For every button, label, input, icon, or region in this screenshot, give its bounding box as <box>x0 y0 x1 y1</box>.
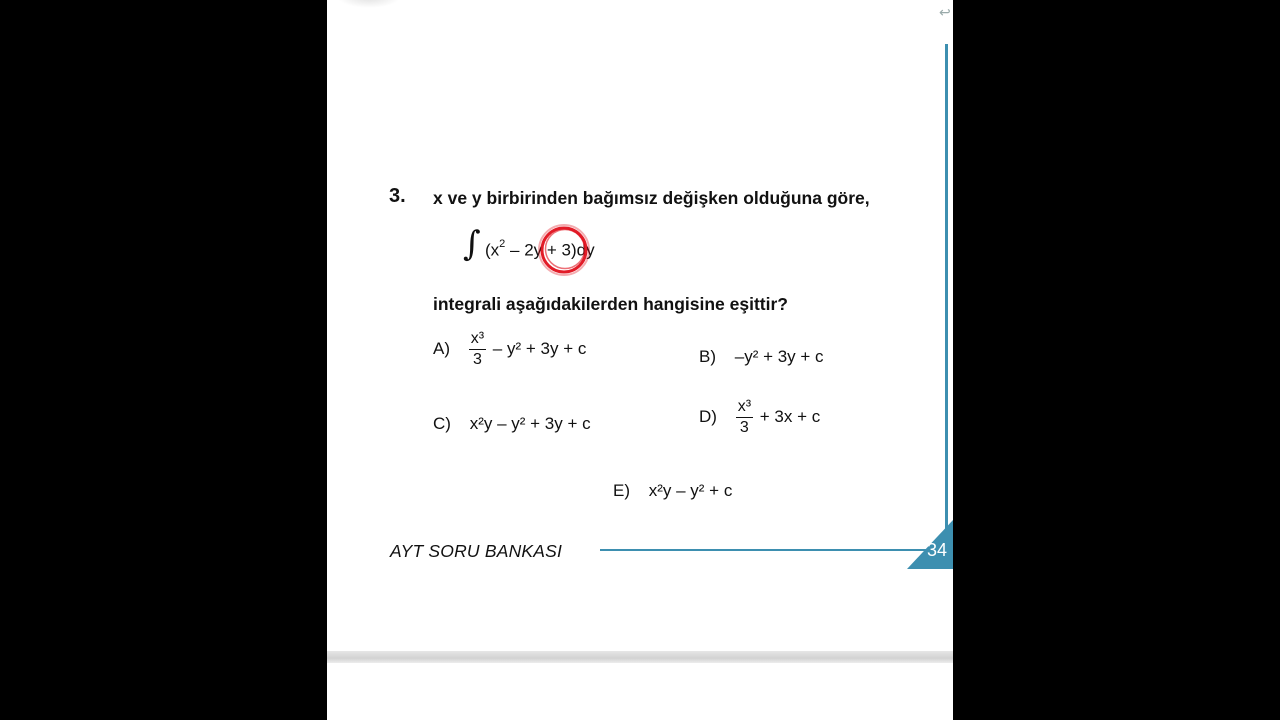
option-c-text: x²y – y² + 3y + c <box>469 414 591 433</box>
option-a-rest: – y² + 3y + c <box>492 338 587 358</box>
option-b-text: –y² + 3y + c <box>734 347 824 366</box>
option-c-letter: C) <box>433 414 451 433</box>
page-number: 34 <box>927 540 948 560</box>
option-b[interactable] <box>699 347 824 367</box>
option-d-rest: + 3x + c <box>759 406 821 426</box>
red-circle-annotation <box>535 221 593 279</box>
blurred-artifact <box>337 0 401 8</box>
question-text: x ve y birbirinden bağımsız değişken olduğuna göre, <box>433 188 870 208</box>
integrand: $(x^2 - 2y + 3)dy$ <box>485 238 595 260</box>
question-prompt: integrali aşağıdakilerden hangisine eşittir? <box>433 294 788 314</box>
option-e-text: x²y – y² + c <box>648 481 733 500</box>
option-e-letter: E) <box>613 481 630 500</box>
page-bottom-edge <box>327 651 953 663</box>
option-d-letter: D) <box>699 406 717 426</box>
option-e[interactable] <box>613 481 732 501</box>
question-number: 3. <box>389 185 406 207</box>
option-d-fraction: $\frac{\text{x³}}{3}$ <box>737 398 752 436</box>
option-a[interactable] <box>433 330 586 369</box>
integral-sign: ∫ <box>463 224 481 264</box>
option-a-letter: A) <box>433 338 450 358</box>
option-c[interactable] <box>433 414 591 434</box>
option-d[interactable] <box>699 398 820 437</box>
page-corner-mark-icon: ↩ <box>939 4 951 20</box>
page-side-rule <box>945 44 948 534</box>
book-title: AYT SORU BANKASI <box>390 541 563 561</box>
option-a-fraction: $\frac{\text{x³}}{3}$ <box>470 330 485 368</box>
option-b-letter: B) <box>699 347 716 366</box>
footer-rule <box>600 549 935 551</box>
textbook-page <box>327 0 953 720</box>
